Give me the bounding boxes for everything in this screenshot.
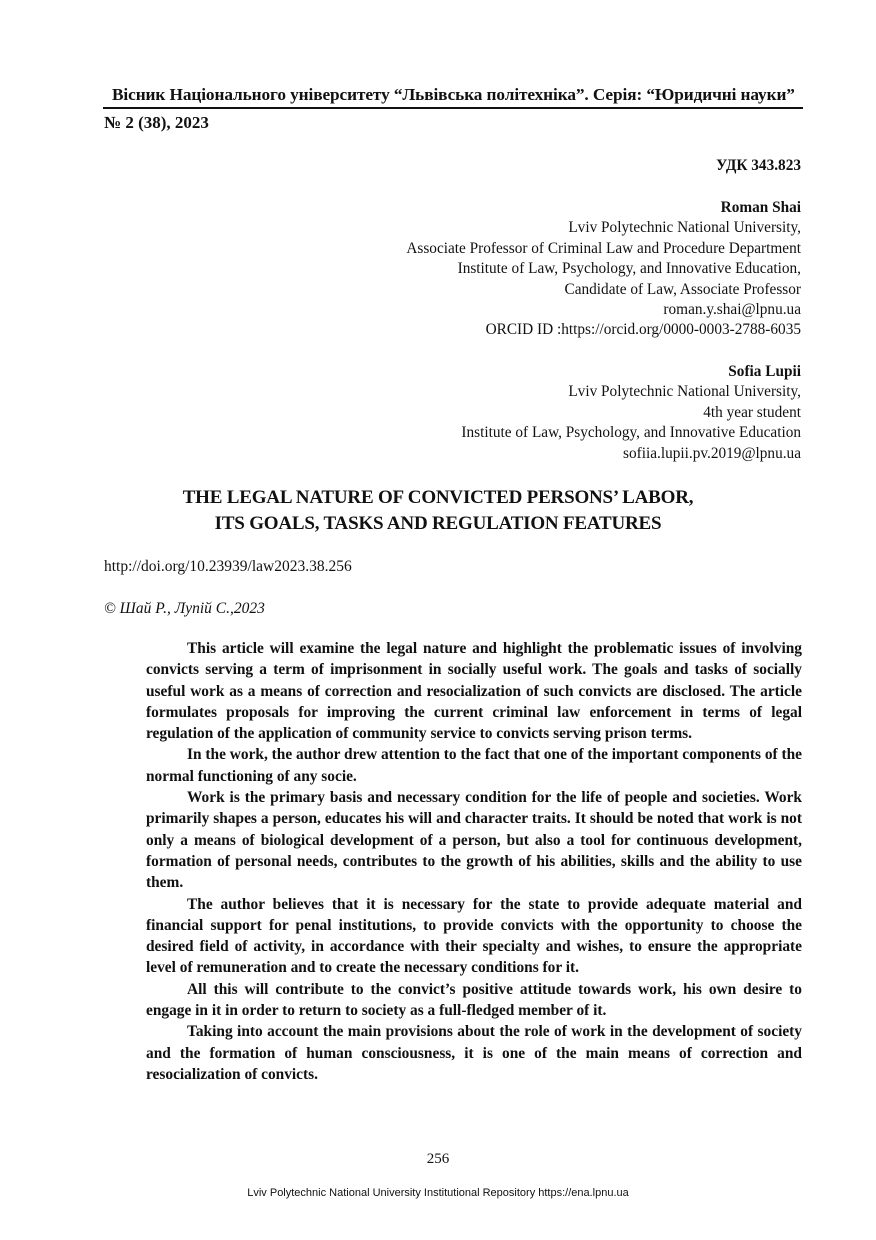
author-orcid[interactable]: ORCID ID :https://orcid.org/0000-0003-2788-6035 bbox=[485, 321, 801, 339]
udc-code: УДК 343.823 bbox=[716, 157, 801, 174]
abstract-paragraph: This article will examine the legal nature and highlight the problematic issues of involving convicts serving a term of imprisonment in socially useful work. The goals and tasks of socially useful work as a means of correction and resocialization of such convicts are disclosed. The article formulates proposals for improving the current criminal law enforcement in terms of legal regulation of the application of community service to convicts serving prison terms. bbox=[146, 640, 802, 743]
author-affiliation: Lviv Polytechnic National University, bbox=[568, 383, 801, 401]
author-name: Sofia Lupii bbox=[728, 363, 801, 380]
author-degree: Candidate of Law, Associate Professor bbox=[564, 280, 801, 298]
issue-number: № 2 (38), 2023 bbox=[104, 113, 209, 132]
repository-footer: Lviv Polytechnic National University Institutional Repository https://ena.lpnu.ua bbox=[247, 1187, 629, 1199]
article-title-line: THE LEGAL NATURE OF CONVICTED PERSONS’ LABOR, bbox=[182, 487, 694, 508]
author-position: Associate Professor of Criminal Law and Procedure Department bbox=[406, 239, 801, 257]
abstract-paragraph: The author believes that it is necessary for the state to provide adequate material and financial support for penal institutions, to provide convicts with the opportunity to choose the desired field of activity, in accordance with their specialty and wishes, to ensure the appropriate level of remuneration and to create the necessary conditions for it. bbox=[146, 895, 802, 977]
article-title-line: ITS GOALS, TASKS AND REGULATION FEATURES bbox=[214, 513, 662, 534]
author-institute: Institute of Law, Psychology, and Innovative Education bbox=[461, 424, 801, 442]
journal-title: Вісник Національного університету “Львівська політехніка”. Серія: “Юридичні науки” bbox=[112, 85, 795, 104]
abstract-paragraph: Work is the primary basis and necessary condition for the life of people and societies. Work primarily shapes a person, educates his will and character traits. It should be noted that work is not only a means of biological development of a person, but also a tool for continuous development, formation of personal needs, contributes to the growth of his abilities, skills and the ability to use them. bbox=[146, 789, 802, 892]
abstract-paragraph: All this will contribute to the convict’s positive attitude towards work, his own desire to engage in it in order to return to society as a full-fledged member of it. bbox=[146, 980, 802, 1020]
author-email[interactable]: sofiia.lupii.pv.2019@lpnu.ua bbox=[623, 444, 801, 462]
article-title bbox=[0, 485, 876, 537]
author-institute: Institute of Law, Psychology, and Innovative Education, bbox=[457, 260, 801, 278]
copyright-notice: © Шай Р., Лупій С.,2023 bbox=[104, 600, 265, 617]
author-position: 4th year student bbox=[703, 403, 801, 421]
abstract bbox=[146, 638, 802, 1085]
header-rule bbox=[103, 107, 803, 109]
doi-link[interactable]: http://doi.org/10.23939/law2023.38.256 bbox=[104, 558, 352, 575]
author-affiliation: Lviv Polytechnic National University, bbox=[568, 219, 801, 237]
author-name: Roman Shai bbox=[720, 199, 801, 216]
author-email[interactable]: roman.y.shai@lpnu.ua bbox=[663, 301, 801, 319]
author-block-2 bbox=[461, 362, 801, 464]
author-block-1 bbox=[406, 198, 801, 341]
abstract-paragraph: In the work, the author drew attention to the fact that one of the important components of the normal functioning of any socie. bbox=[146, 746, 803, 785]
abstract-paragraph: Taking into account the main provisions about the role of work in the development of society and the formation of human consciousness, it is one of the main means of correction and resocialization of convicts. bbox=[146, 1023, 802, 1083]
page-number: 256 bbox=[426, 1151, 450, 1167]
